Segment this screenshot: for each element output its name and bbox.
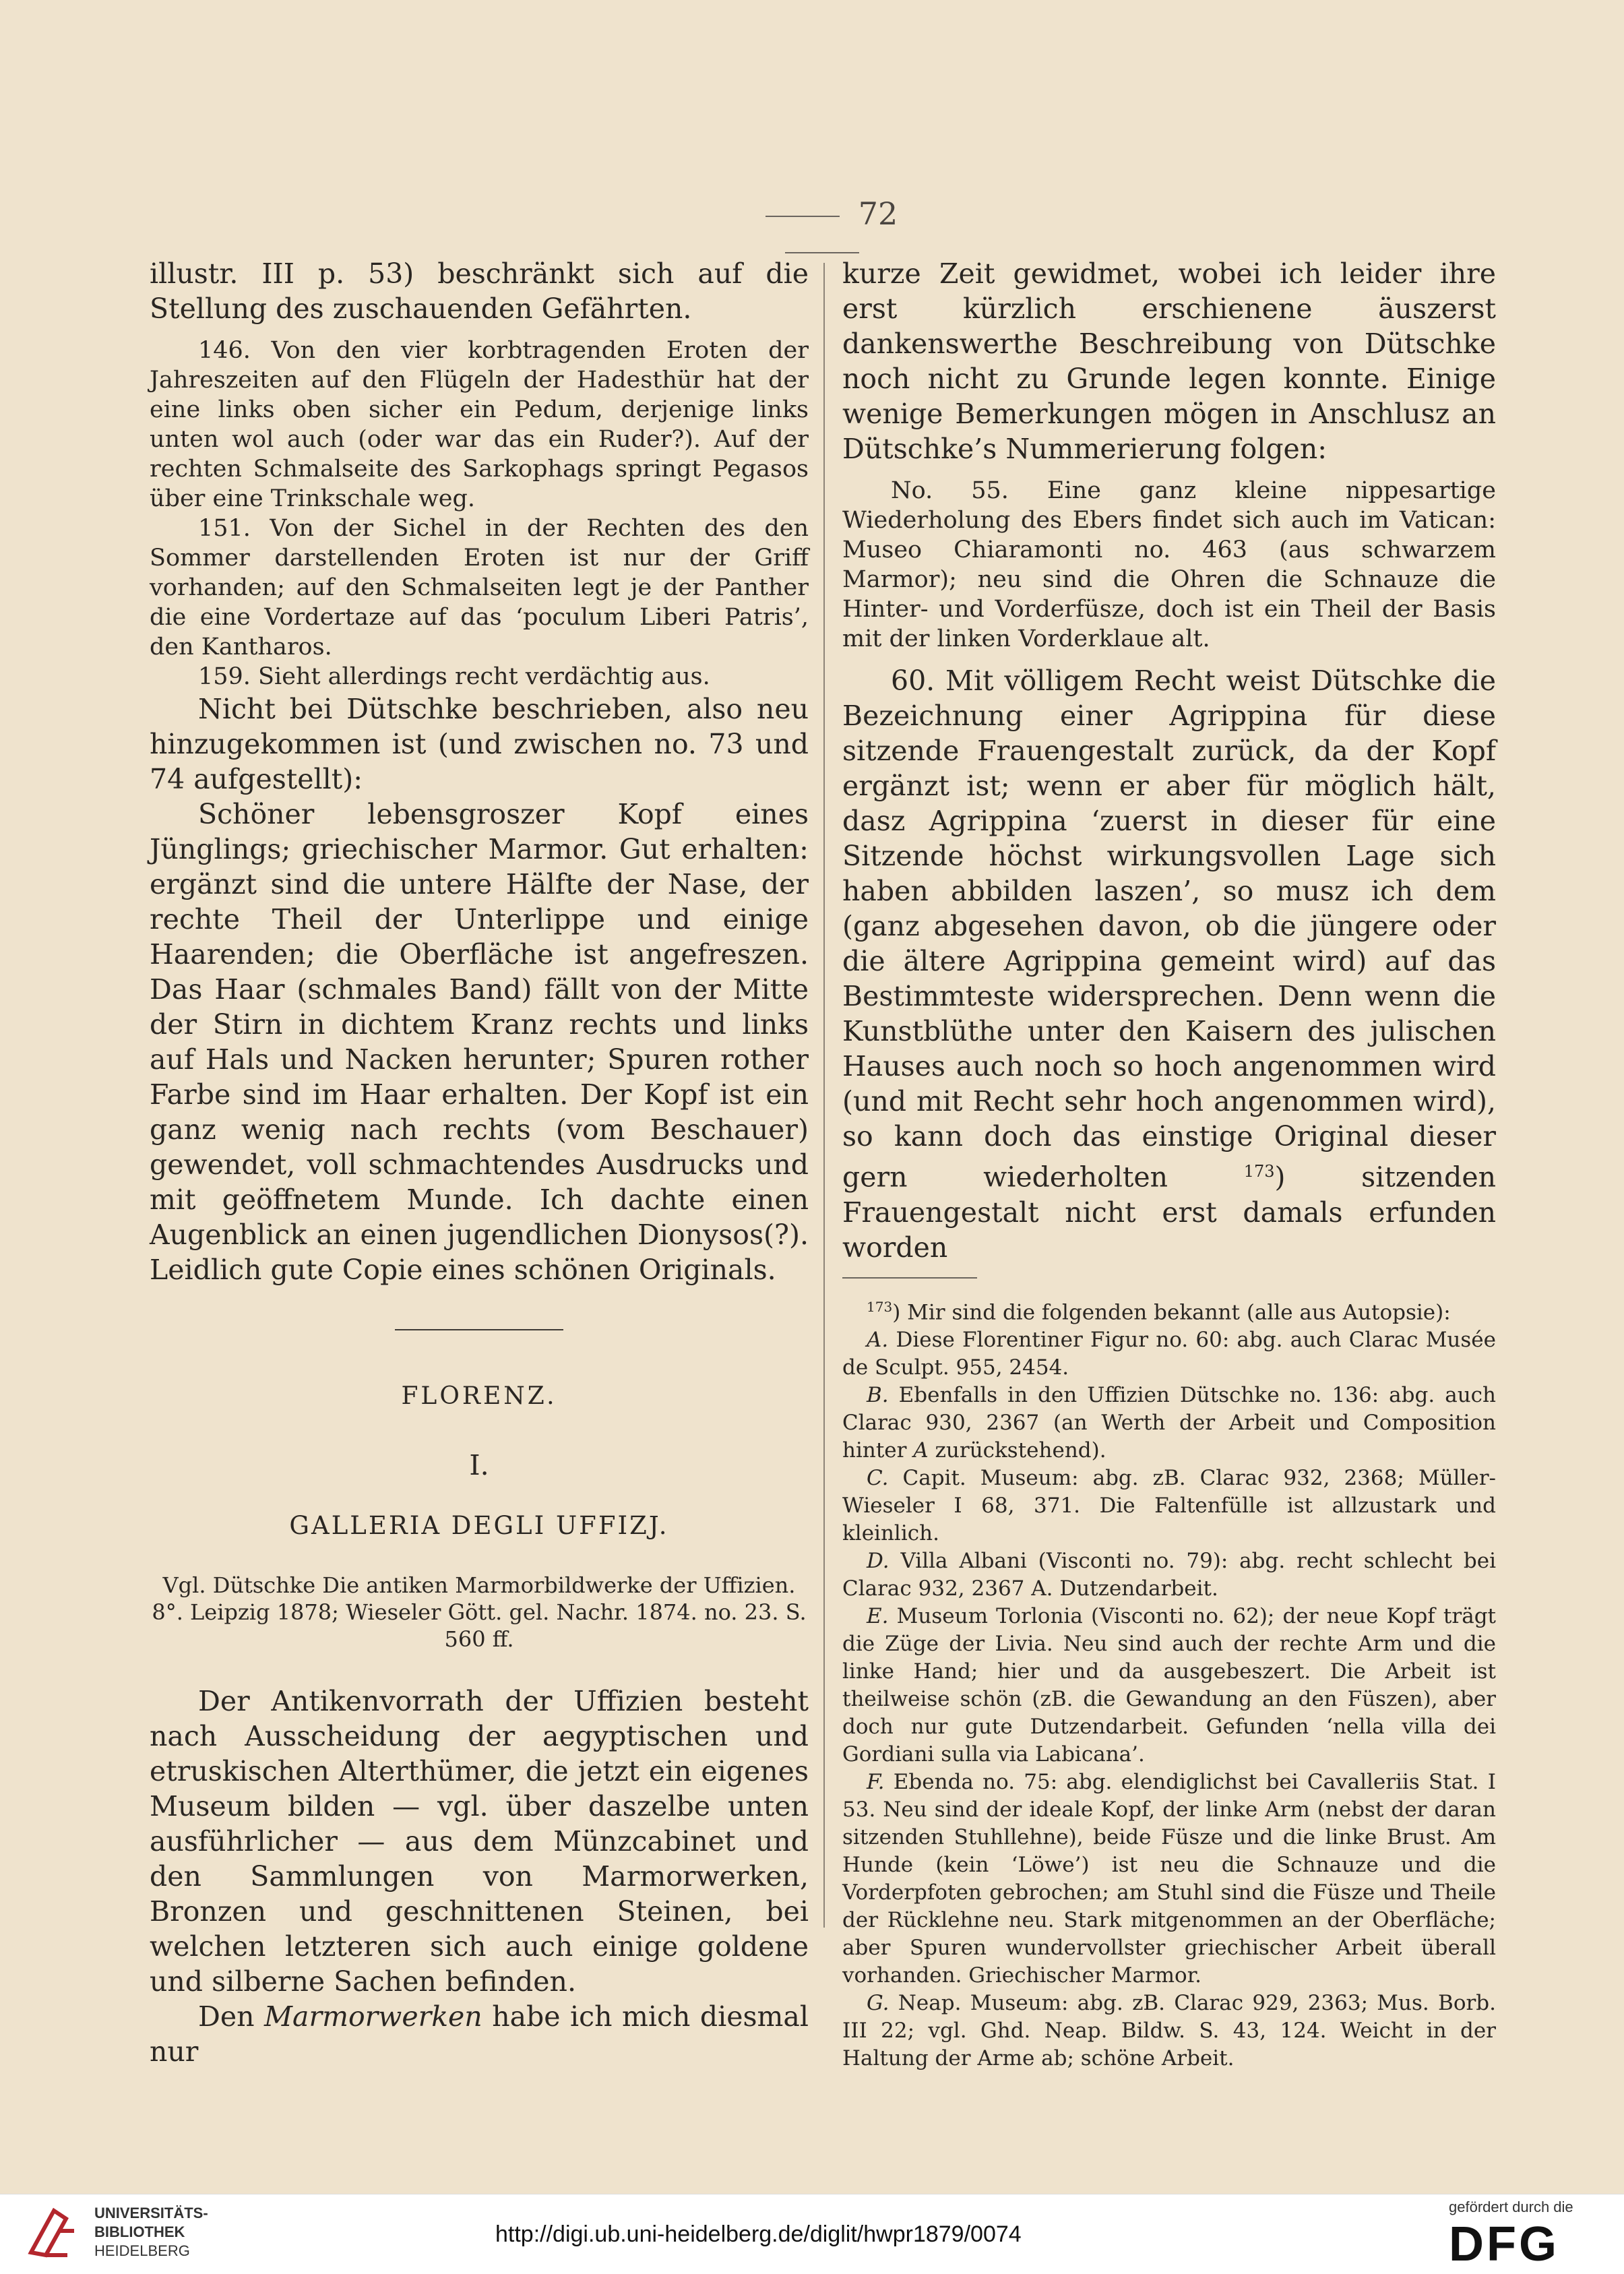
footnote-rule xyxy=(842,1277,977,1279)
paragraph-antikenvorrath: Der Antikenvorrath der Uffizien besteht nach Ausscheidung der aegyptischen und etruskischen Alterthümer, die jetzt ein eigenes Museum bilden — vgl. über daszelbe unten ausführlicher — aus dem Münzcabinet und den Sammlungen von Marmorwerken, Bronzen und geschnittenen Steinen, bei welchen letzteren sich auch einige goldene und silberne Sachen befinden. xyxy=(150,1685,809,1998)
note-55: No. 55. Eine ganz kleine nippesartige Wiederholung des Ebers findet sich auch im Vatican: Museo Chiaramonti no. 463 (aus schwarzem Marmor); neu sind die Ohren die Schnauze die Hinter- und Vorderfüsze, doch ist ein Theil der Basis mit der linken Vorderklaue alt. xyxy=(842,477,1496,652)
note-159: 159. Sieht allerdings recht verdächtig aus. xyxy=(198,663,710,690)
footnote-intro: $^{173}$) Mir sind die folgenden bekannt (alle aus Autopsie): xyxy=(867,1298,1451,1324)
left-column xyxy=(150,256,809,2069)
note-151: 151. Von der Sichel in der Rechten des den Sommer darstellenden Eroten ist nur der Griff vorhanden; auf den Schmalseiten legt je der Panther die eine Vordertaze auf das ‘poculum Liberi Patris’, den Kantharos. xyxy=(150,515,809,660)
page-number-rule-left xyxy=(766,216,840,217)
library-name[interactable] xyxy=(94,2204,208,2261)
footnote-d: D. Villa Albani (Visconti no. 79): abg. recht schlecht bei Clarac 932, 2367 A. Dutzendarbeit. xyxy=(842,1548,1496,1601)
right-column xyxy=(842,256,1496,2072)
note-146: 146. Von den vier korbtragenden Eroten der Jahreszeiten auf den Flügeln der Hadesthür hat der eine links oben sicher ein Pedum, derjenige links unten wol auch (oder war das ein Ruder?). Auf der rechten Schmalseite des Sarkophags springt Pegasos über eine Trinkschale weg. xyxy=(150,337,809,512)
paragraph-kurze-zeit: kurze Zeit gewidmet, wobei ich leider ihre erst kürzlich erschienene äuszerst dankenswerthe Beschreibung von Dütschke noch nicht zu Grunde legen konnte. Einige wenige Bemerkungen mögen in Anschlusz an Dütschke’s Nummerierung folgen: xyxy=(842,257,1496,465)
footnote-e: E. Museum Torlonia (Visconti no. 62); der neue Kopf trägt die Züge der Livia. Neu sind auch der rechte Arm und die linke Hand; hier und da ausgebeszert. Die Arbeit ist theilweise schön (zB. die Gewandung an den Füszen), aber doch nur gute Dutzendarbeit. Gefunden ‘nella villa dei Gordiani sulla via Labicana’. xyxy=(842,1603,1496,1766)
footnote-ref: 173 xyxy=(1243,1162,1275,1181)
library-name-line3: HEIDELBERG xyxy=(94,2242,190,2259)
bibliography-note: Vgl. Dütschke Die antiken Marmorbildwerke der Uffizien. 8°. Leipzig 1878; Wieseler Gött. gel. Nachr. 1874. no. 23. S. 560 ff. xyxy=(152,1572,807,1652)
viewer-footer xyxy=(0,2194,1624,2274)
footnote-g: G. Neap. Museum: abg. zB. Clarac 929, 2363; Mus. Borb. III 22; vgl. Ghd. Neap. Bildw. S. 43, 124. Weicht in der Haltung der Arme ab; schöne Arbeit. xyxy=(842,1990,1496,2070)
section-number: I. xyxy=(469,1449,489,1481)
paragraph-head-description: Schöner lebensgroszer Kopf eines Jünglings; griechischer Marmor. Gut erhalten: ergänzt sind die untere Hälfte der Nase, der rechte Theil der Unterlippe und einige Haarenden; die Oberfläche ist angefreszen. Das Haar (schmales Band) fällt von der Mitte der Stirn in dichtem Kranz rechts und links auf Hals und Nacken herunter; Spuren rother Farbe sind im Haar erhalten. Der Kopf ist ein ganz wenig nach rechts (vom Beschauer) gewendet, voll schmachtendes Ausdrucks und mit geöffnetem Munde. Ich dachte einen Augenblick an einen jugendlichen Dionysos(?). Leidlich gute Copie eines schönen Originals. xyxy=(150,798,809,1286)
section-rule xyxy=(395,1329,563,1330)
library-name-line2: BIBLIOTHEK xyxy=(94,2223,185,2240)
paragraph-continued: illustr. III p. 53) beschränkt sich auf die Stellung des zuschauenden Gefährten. xyxy=(150,257,809,325)
dfg-logo[interactable]: DFG xyxy=(1449,2217,1559,2271)
library-logo-icon xyxy=(19,2199,86,2266)
page-number-text: 72 xyxy=(858,195,898,232)
footnote-c: C. Capit. Museum: abg. zB. Clarac 932, 2368; Müller-Wieseler I 68, 371. Die Faltenfülle ist allzustark und kleinlich. xyxy=(842,1465,1496,1545)
footnote-f: F. Ebenda no. 75: abg. elendiglichst bei Cavalleriis Stat. I 53. Neu sind der ideale Kopf, der linke Arm (nebst der daran sitzenden Stuhllehne), beide Füsze und die linke Brust. Am Hunde (kein ‘Löwe’) ist neu die Schnauze und die Vorderpfoten gebrochen; am Stuhl sind die Füsze und Theile der Rücklehne neu. Stark mitgenommen an der Oberfläche; aber Spuren wundervollster griechischer Arbeit überall vorhanden. Griechischer Marmor. xyxy=(842,1769,1496,1988)
footnote-b: B. Ebenfalls in den Uffizien Dütschke no. 136: abg. auch Clarac 930, 2367 (an Werth der Arbeit und Composition hinter A zurückstehend). xyxy=(842,1382,1496,1463)
page-number-rule-right xyxy=(785,252,859,253)
paragraph-60: 60. Mit völligem Recht weist Dütschke die Bezeichnung einer Agrippina für diese sitzende Frauengestalt zurück, da der Kopf ergänzt ist; wenn er aber für möglich hält, dasz Agrippina ‘zuerst in dieser für eine Sitzende höchst wirkungsvollen Lage sich haben abbilden laszen’, so musz ich dem (ganz abgesehen davon, ob die jüngere oder die ältere Agrippina gemeint wird) auf das Bestimmteste widersprechen. Denn wenn die Kunstblüthe unter den Kaisern des julischen Hauses auch noch so hoch angenommen wird (und mit Recht sehr hoch angenommen wird), so kann doch das einstige Original dieser gern wiederholten $^{173}$) sitzenden Frauengestalt nicht erst damals erfunden worden xyxy=(842,665,1496,1264)
gallery-heading: GALLERIA DEGLI UFFIZJ. xyxy=(289,1511,669,1540)
paragraph-nicht-bei: Nicht bei Dütschke beschrieben, also neu hinzugekommen ist (und zwischen no. 73 und 74 aufgestellt): xyxy=(150,693,809,795)
funding-text: gefördert durch die xyxy=(1449,2199,1573,2215)
paragraph-marmorwerken: Den Marmorwerken habe ich mich diesmal nur xyxy=(150,2000,809,2068)
footnotes xyxy=(842,1293,1496,2072)
section-heading-florenz: FLORENZ. xyxy=(401,1382,557,1410)
footnote-a: A. Diese Florentiner Figur no. 60: abg. auch Clarac Musée de Sculpt. 955, 2454. xyxy=(842,1327,1497,1380)
notes-block xyxy=(150,326,809,692)
library-name-line1: UNIVERSITÄTS- xyxy=(94,2205,208,2221)
note-55-block xyxy=(842,466,1496,663)
permalink-url[interactable]: http://digi.ub.uni-heidelberg.de/diglit/hwpr1879/0074 xyxy=(495,2221,1022,2247)
column-divider xyxy=(823,263,825,1928)
